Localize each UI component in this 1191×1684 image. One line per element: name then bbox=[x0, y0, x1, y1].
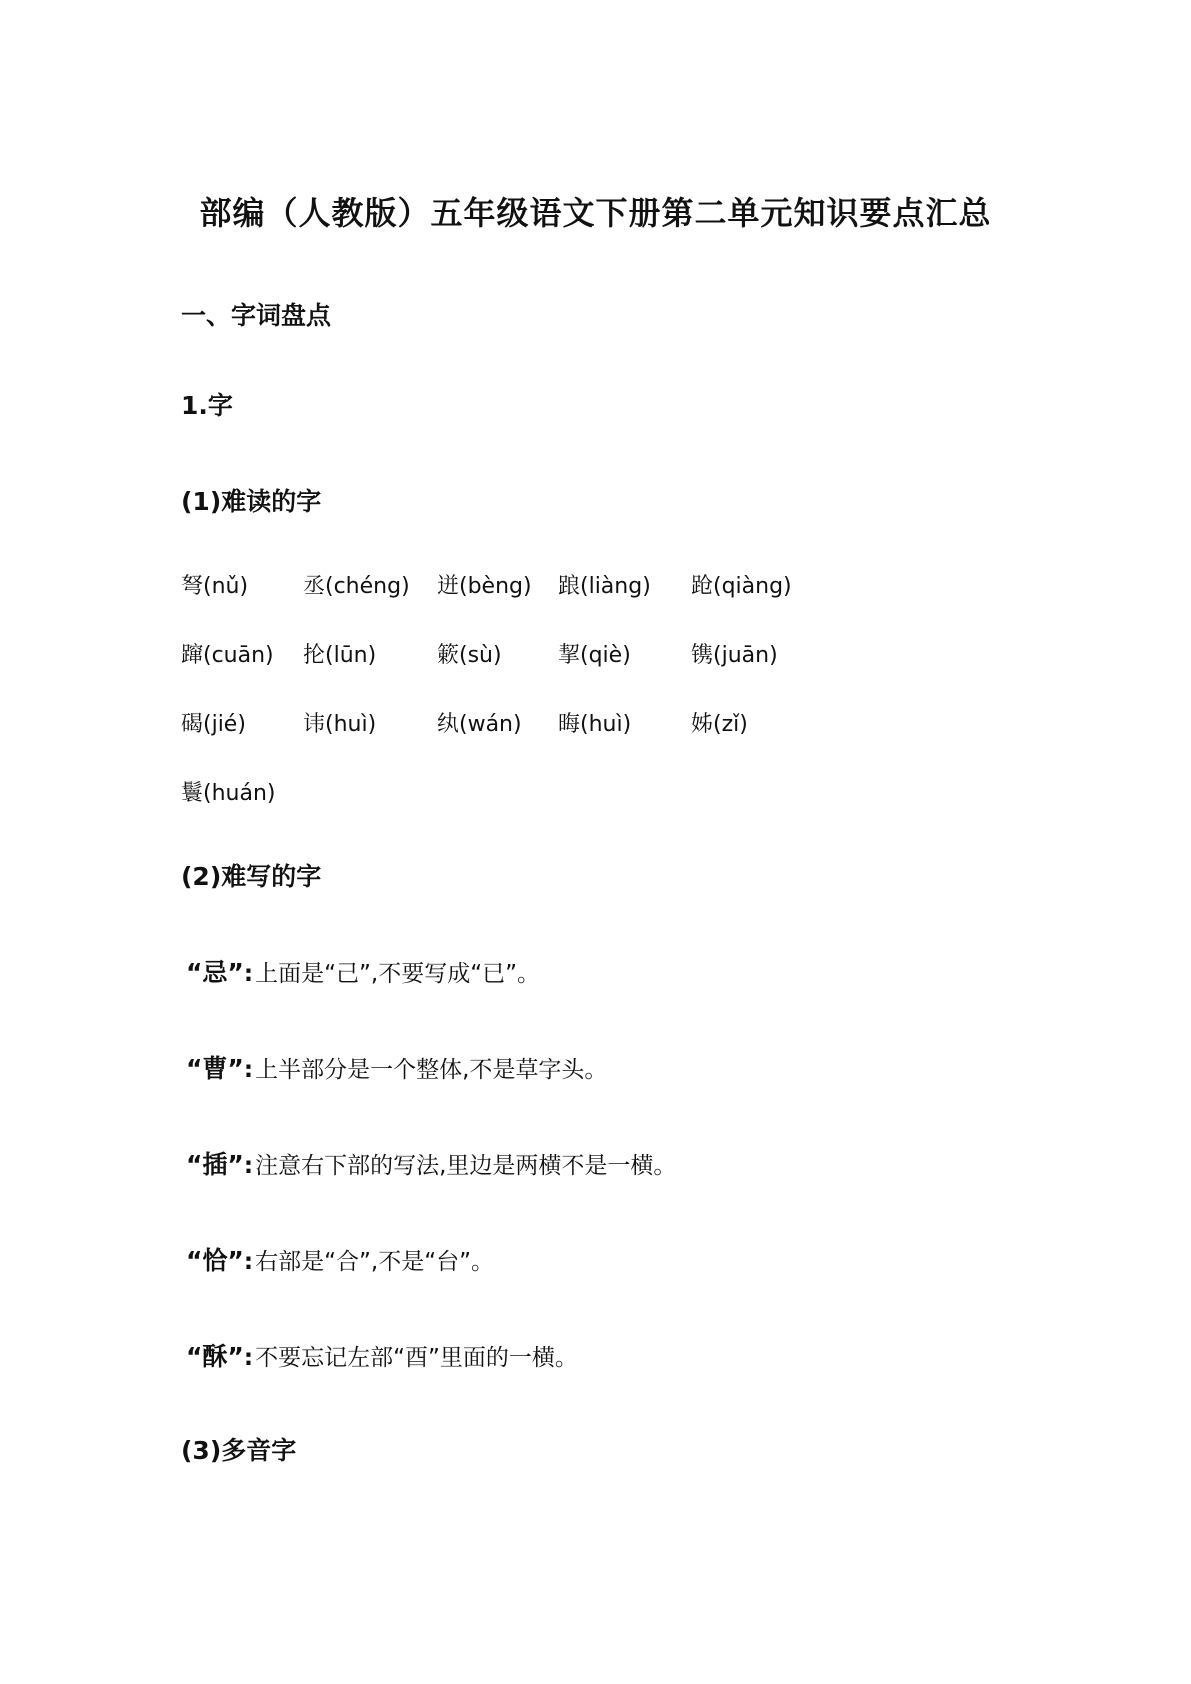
writing-rule bbox=[186, 1049, 607, 1085]
rule-colon: : bbox=[243, 1153, 254, 1179]
part-heading-hard-to-read: (1)难读的字 bbox=[181, 487, 322, 516]
char-item: 蹿(cuān) bbox=[181, 643, 274, 668]
rule-char: “恰” bbox=[186, 1246, 244, 1275]
char-item: 丞(chéng) bbox=[303, 574, 410, 599]
writing-rule bbox=[186, 1145, 676, 1181]
part-heading-hard-to-write: (2)难写的字 bbox=[181, 862, 322, 891]
rule-text: 右部是“合”,不是“台”。 bbox=[255, 1249, 495, 1275]
char-item: 讳(huì) bbox=[303, 712, 377, 737]
char-item: 簌(sù) bbox=[437, 643, 502, 668]
rule-text: 注意右下部的写法,里边是两横不是一横。 bbox=[255, 1153, 677, 1179]
char-item: 弩(nǔ) bbox=[181, 574, 249, 599]
char-item: 挈(qiè) bbox=[558, 643, 631, 668]
rule-char: “忌” bbox=[186, 958, 244, 987]
char-item: 迸(bèng) bbox=[437, 574, 532, 599]
rule-text: 上半部分是一个整体,不是草字头。 bbox=[255, 1057, 608, 1083]
char-item: 姊(zǐ) bbox=[691, 712, 748, 737]
writing-rule bbox=[186, 1241, 494, 1277]
section-heading-word-review: 一、字词盘点 bbox=[181, 301, 332, 330]
document-title: 部编（人教版）五年级语文下册第二单元知识要点汇总 bbox=[199, 194, 992, 232]
rule-char: “酥” bbox=[186, 1342, 244, 1371]
rule-colon: : bbox=[243, 961, 254, 987]
char-item: 跄(qiàng) bbox=[691, 574, 792, 599]
rule-text: 上面是“己”,不要写成“已”。 bbox=[255, 961, 541, 987]
subsection-heading-characters: 1.字 bbox=[181, 391, 233, 420]
char-item: 碣(jié) bbox=[181, 712, 246, 737]
rule-text: 不要忘记左部“酉”里面的一横。 bbox=[255, 1345, 578, 1371]
rule-char: “曹” bbox=[186, 1054, 244, 1083]
writing-rule bbox=[186, 1337, 578, 1373]
part-heading-polyphonic: (3)多音字 bbox=[181, 1436, 297, 1465]
writing-rule bbox=[186, 953, 540, 989]
char-item: 镌(juān) bbox=[691, 643, 778, 668]
rule-colon: : bbox=[243, 1057, 254, 1083]
char-item: 抡(lūn) bbox=[303, 643, 377, 668]
char-item: 踉(liàng) bbox=[558, 574, 651, 599]
char-item: 晦(huì) bbox=[558, 712, 632, 737]
rule-char: “插” bbox=[186, 1150, 244, 1179]
char-item: 纨(wán) bbox=[437, 712, 522, 737]
rule-colon: : bbox=[243, 1345, 254, 1371]
char-item: 鬟(huán) bbox=[181, 781, 276, 806]
rule-colon: : bbox=[243, 1249, 254, 1275]
